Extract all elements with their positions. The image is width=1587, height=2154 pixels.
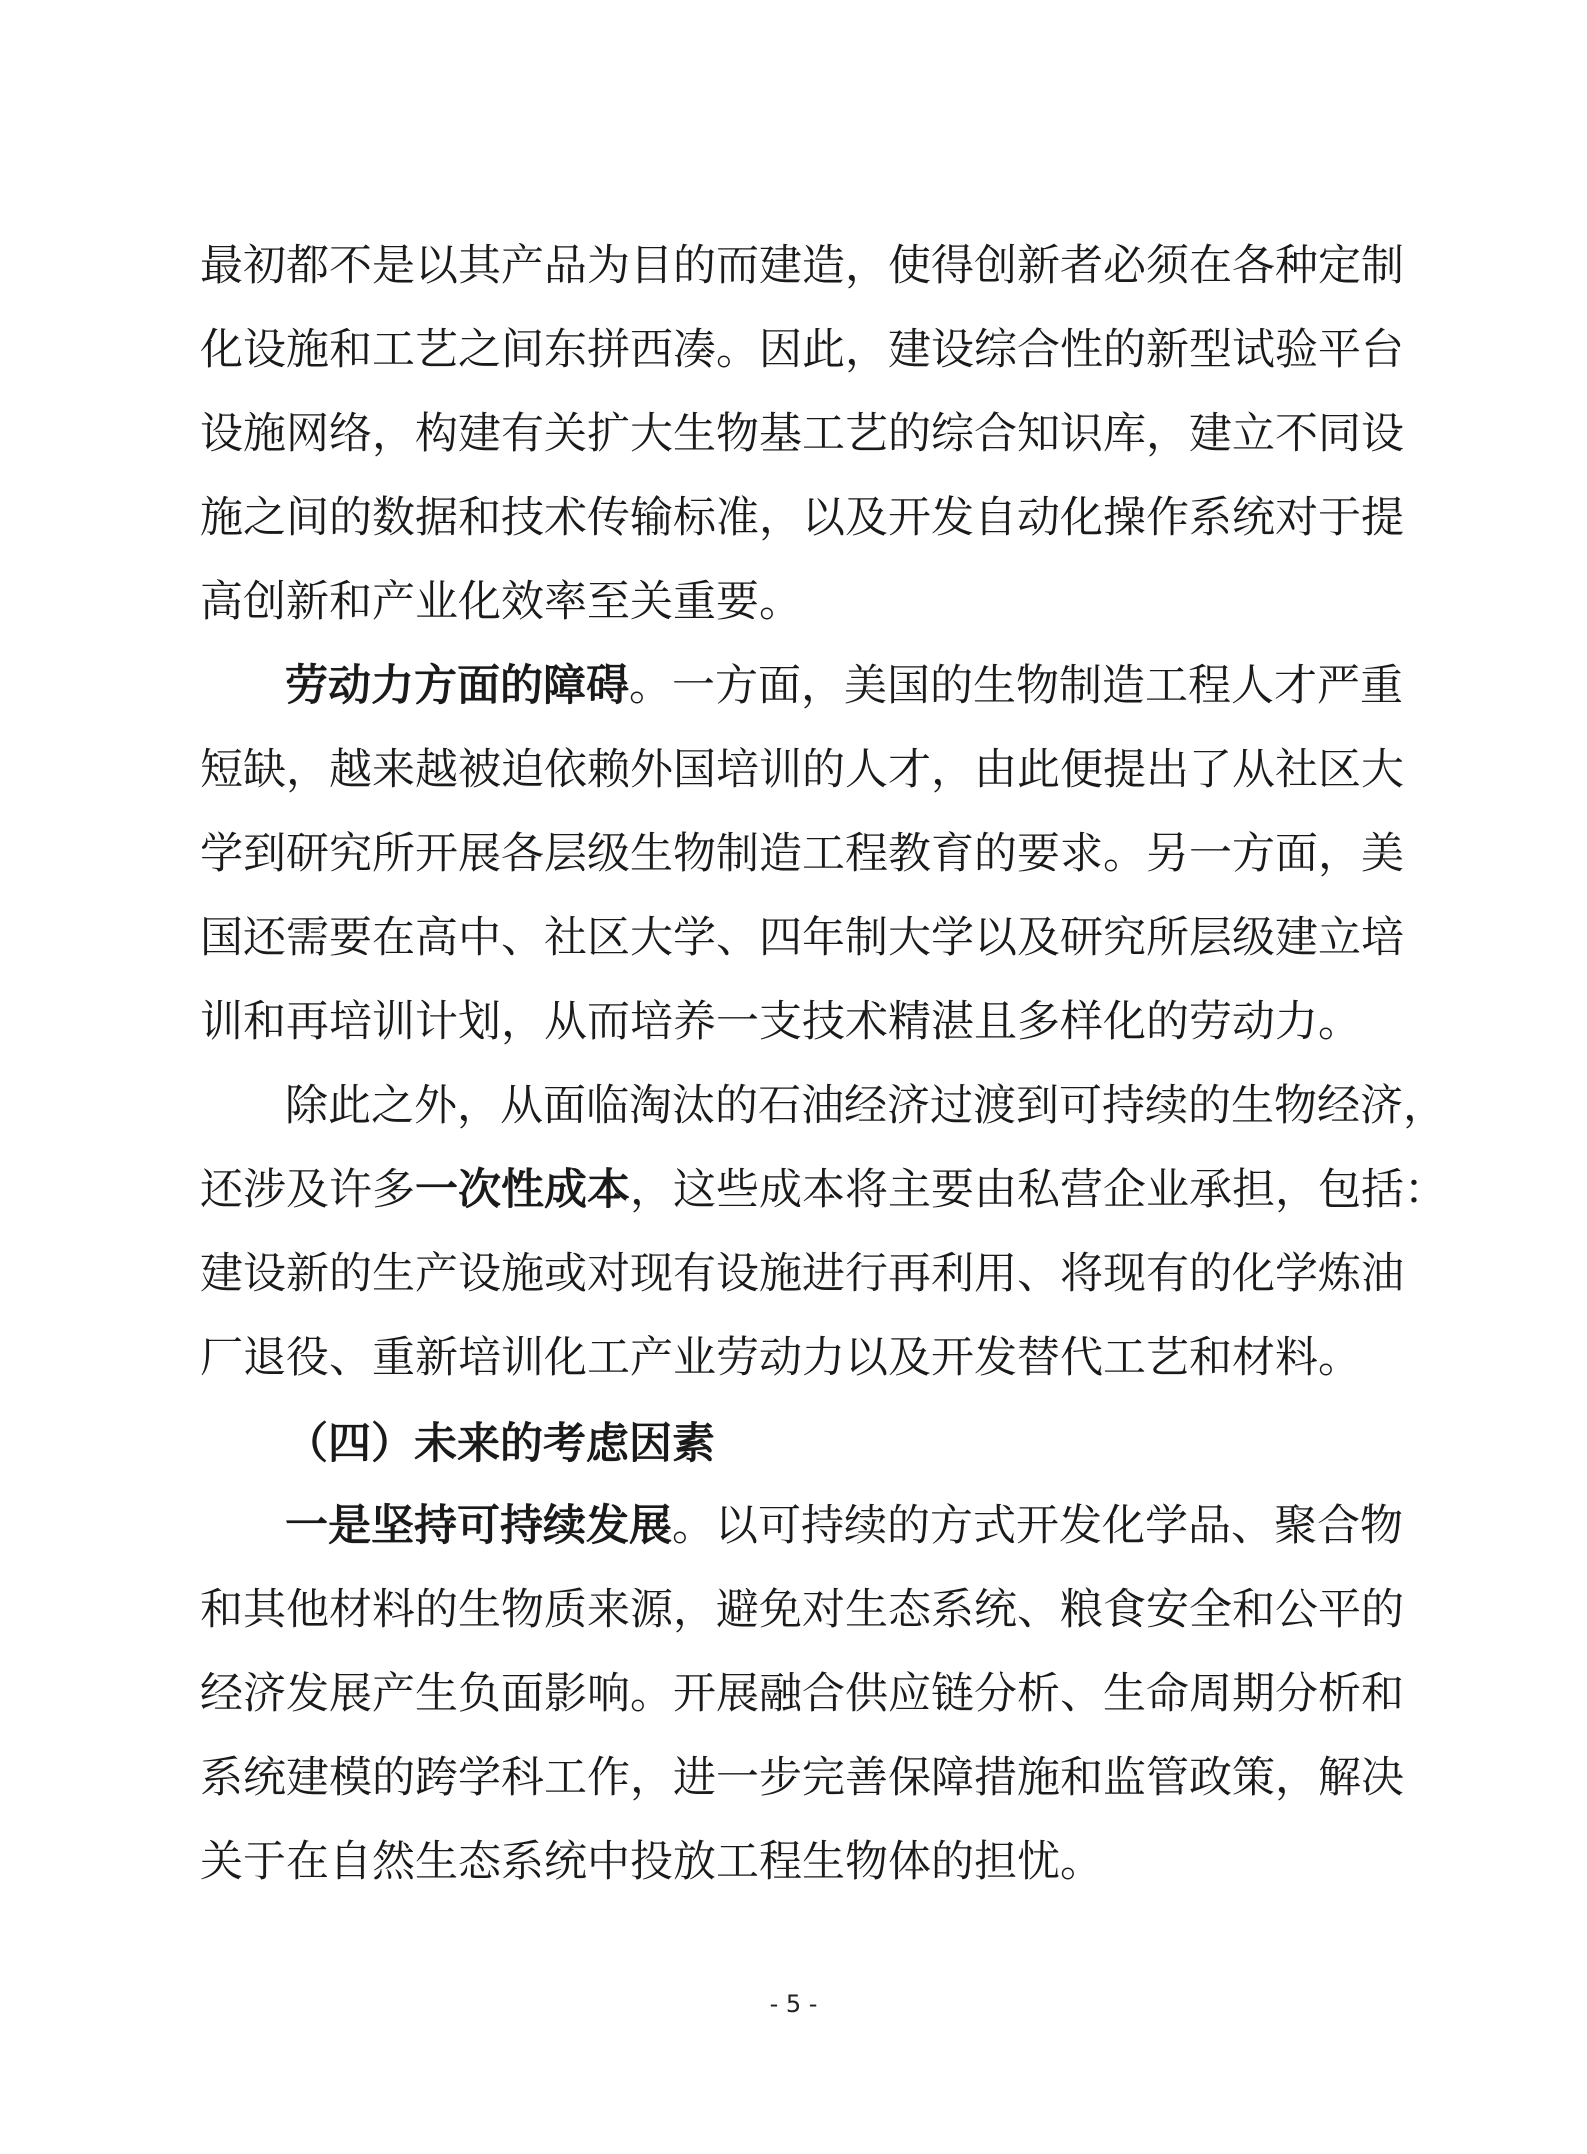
- paragraph-4-lead-bold: 一是坚持可持续发展: [285, 1501, 672, 1551]
- paragraph-4-line-4: 系统建模的跨学科工作，进一步完善保障措施和监管政策，解决: [200, 1753, 1404, 1803]
- paragraph-3-line-3: 建设新的生产设施或对现有设施进行再利用、将现有的化学炼油: [200, 1249, 1404, 1299]
- paragraph-3-line-4: 厂退役、重新培训化工产业劳动力以及开发替代工艺和材料。: [200, 1333, 1361, 1383]
- paragraph-1-line-5: 高创新和产业化效率至关重要。: [200, 577, 802, 627]
- paragraph-2-line-1: [285, 656, 1403, 716]
- paragraph-3-line-2-bold: 一次性成本: [415, 1165, 630, 1215]
- paragraph-2-line-1-rest: 。一方面，美国的生物制造工程人才严重: [629, 661, 1403, 711]
- paragraph-3-line-2: [200, 1160, 1447, 1220]
- paragraph-2-line-2: 短缺，越来越被迫依赖外国培训的人才，由此便提出了从社区大: [200, 745, 1404, 795]
- section-heading: （四）未来的考虑因素: [285, 1419, 715, 1469]
- page-number: - 5 -: [769, 1990, 818, 2018]
- paragraph-1-line-1: 最初都不是以其产品为目的而建造，使得创新者必须在各种定制: [200, 241, 1404, 291]
- paragraph-3-line-2-pre: 还涉及许多: [200, 1165, 415, 1215]
- paragraph-4-line-1-rest: 。以可持续的方式开发化学品、聚合物: [672, 1501, 1403, 1551]
- paragraph-4-line-1: [285, 1496, 1403, 1556]
- paragraph-2-line-3: 学到研究所开展各层级生物制造工程教育的要求。另一方面，美: [200, 829, 1404, 879]
- paragraph-4-line-2: 和其他材料的生物质来源，避免对生态系统、粮食安全和公平的: [200, 1585, 1404, 1635]
- paragraph-1-line-2: 化设施和工艺之间东拼西凑。因此，建设综合性的新型试验平台: [200, 325, 1404, 375]
- paragraph-2-lead-bold: 劳动力方面的障碍: [285, 661, 629, 711]
- paragraph-3-line-2-post: ，这些成本将主要由私营企业承担，包括：: [630, 1165, 1447, 1215]
- paragraph-1-line-4: 施之间的数据和技术传输标准，以及开发自动化操作系统对于提: [200, 493, 1404, 543]
- paragraph-4-line-3: 经济发展产生负面影响。开展融合供应链分析、生命周期分析和: [200, 1669, 1404, 1719]
- paragraph-4-line-5: 关于在自然生态系统中投放工程生物体的担忧。: [200, 1837, 1103, 1887]
- paragraph-2-line-5: 训和再培训计划，从而培养一支技术精湛且多样化的劳动力。: [200, 997, 1361, 1047]
- paragraph-1-line-3: 设施网络，构建有关扩大生物基工艺的综合知识库，建立不同设: [200, 409, 1404, 459]
- paragraph-2-line-4: 国还需要在高中、社区大学、四年制大学以及研究所层级建立培: [200, 913, 1404, 963]
- paragraph-3-line-1: 除此之外，从面临淘汰的石油经济过渡到可持续的生物经济，: [285, 1081, 1446, 1131]
